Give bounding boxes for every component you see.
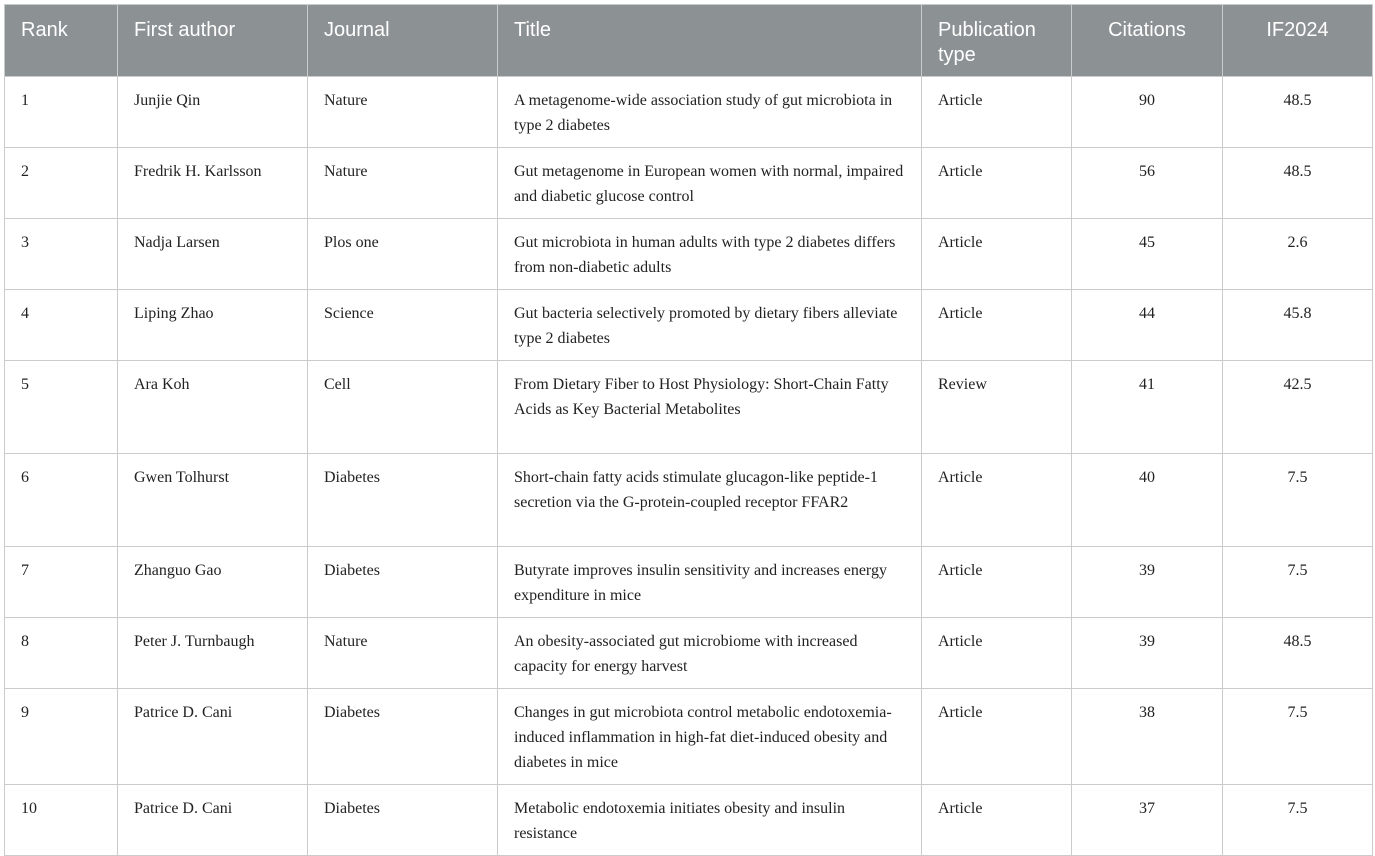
first-author-cell: Peter J. Turnbaugh xyxy=(118,618,308,689)
if2024-cell: 42.5 xyxy=(1223,361,1373,454)
if2024-cell: 48.5 xyxy=(1223,148,1373,219)
rank-cell: 4 xyxy=(5,290,118,361)
header-journal: Journal xyxy=(308,5,498,77)
first-author-cell: Liping Zhao xyxy=(118,290,308,361)
citations-cell: 39 xyxy=(1072,547,1223,618)
if2024-cell: 48.5 xyxy=(1223,77,1373,148)
first-author-cell: Fredrik H. Karlsson xyxy=(118,148,308,219)
table-row xyxy=(5,361,1373,454)
journal-cell: Diabetes xyxy=(308,547,498,618)
rank-cell: 10 xyxy=(5,785,118,856)
first-author-cell: Nadja Larsen xyxy=(118,219,308,290)
journal-cell: Nature xyxy=(308,77,498,148)
rank-cell: 1 xyxy=(5,77,118,148)
title-cell: Metabolic endotoxemia initiates obesity and insulin resistance xyxy=(498,785,922,856)
first-author-cell: Patrice D. Cani xyxy=(118,785,308,856)
citations-cell: 40 xyxy=(1072,454,1223,547)
publication-type-cell: Article xyxy=(922,454,1072,547)
journal-cell: Plos one xyxy=(308,219,498,290)
if2024-cell: 48.5 xyxy=(1223,618,1373,689)
rank-cell: 6 xyxy=(5,454,118,547)
title-cell: Gut bacteria selectively promoted by dietary fibers alleviate type 2 diabetes xyxy=(498,290,922,361)
publication-type-cell: Review xyxy=(922,361,1072,454)
header-row xyxy=(5,5,1373,77)
publication-type-cell: Article xyxy=(922,148,1072,219)
header-citations: Citations xyxy=(1072,5,1223,77)
table-row xyxy=(5,785,1373,856)
table-row xyxy=(5,618,1373,689)
publication-type-cell: Article xyxy=(922,290,1072,361)
citations-cell: 37 xyxy=(1072,785,1223,856)
if2024-cell: 45.8 xyxy=(1223,290,1373,361)
table-row xyxy=(5,689,1373,785)
if2024-cell: 7.5 xyxy=(1223,454,1373,547)
rank-cell: 8 xyxy=(5,618,118,689)
title-cell: Changes in gut microbiota control metabolic endotoxemia-induced inflammation in high-fat diet-induced obesity and diabetes in mice xyxy=(498,689,922,785)
if2024-cell: 7.5 xyxy=(1223,547,1373,618)
title-cell: An obesity-associated gut microbiome with increased capacity for energy harvest xyxy=(498,618,922,689)
citations-cell: 38 xyxy=(1072,689,1223,785)
rank-cell: 5 xyxy=(5,361,118,454)
title-cell: Gut metagenome in European women with normal, impaired and diabetic glucose control xyxy=(498,148,922,219)
first-author-cell: Patrice D. Cani xyxy=(118,689,308,785)
header-rank: Rank xyxy=(5,5,118,77)
publication-type-cell: Article xyxy=(922,785,1072,856)
journal-cell: Nature xyxy=(308,618,498,689)
citations-cell: 56 xyxy=(1072,148,1223,219)
citations-cell: 41 xyxy=(1072,361,1223,454)
journal-cell: Diabetes xyxy=(308,689,498,785)
journal-cell: Diabetes xyxy=(308,454,498,547)
table-row xyxy=(5,77,1373,148)
header-publication-type: Publication type xyxy=(922,5,1072,77)
publication-type-cell: Article xyxy=(922,689,1072,785)
first-author-cell: Gwen Tolhurst xyxy=(118,454,308,547)
title-cell: Butyrate improves insulin sensitivity and increases energy expenditure in mice xyxy=(498,547,922,618)
title-cell: Short-chain fatty acids stimulate glucagon-like peptide-1 secretion via the G-protein-coupled receptor FFAR2 xyxy=(498,454,922,547)
journal-cell: Cell xyxy=(308,361,498,454)
citations-cell: 39 xyxy=(1072,618,1223,689)
publication-type-cell: Article xyxy=(922,618,1072,689)
citations-cell: 90 xyxy=(1072,77,1223,148)
citations-cell: 44 xyxy=(1072,290,1223,361)
first-author-cell: Ara Koh xyxy=(118,361,308,454)
journal-cell: Nature xyxy=(308,148,498,219)
header-first-author: First author xyxy=(118,5,308,77)
table-row xyxy=(5,547,1373,618)
publication-type-cell: Article xyxy=(922,547,1072,618)
title-cell: A metagenome-wide association study of gut microbiota in type 2 diabetes xyxy=(498,77,922,148)
citations-cell: 45 xyxy=(1072,219,1223,290)
table-row xyxy=(5,148,1373,219)
journal-cell: Diabetes xyxy=(308,785,498,856)
table-row xyxy=(5,454,1373,547)
journal-cell: Science xyxy=(308,290,498,361)
if2024-cell: 7.5 xyxy=(1223,689,1373,785)
rank-cell: 9 xyxy=(5,689,118,785)
publication-type-cell: Article xyxy=(922,219,1072,290)
rank-cell: 3 xyxy=(5,219,118,290)
publication-type-cell: Article xyxy=(922,77,1072,148)
citations-table xyxy=(4,4,1373,856)
rank-cell: 2 xyxy=(5,148,118,219)
if2024-cell: 2.6 xyxy=(1223,219,1373,290)
title-cell: From Dietary Fiber to Host Physiology: Short-Chain Fatty Acids as Key Bacterial Metabolites xyxy=(498,361,922,454)
header-if2024: IF2024 xyxy=(1223,5,1373,77)
first-author-cell: Zhanguo Gao xyxy=(118,547,308,618)
title-cell: Gut microbiota in human adults with type 2 diabetes differs from non-diabetic adults xyxy=(498,219,922,290)
rank-cell: 7 xyxy=(5,547,118,618)
header-title: Title xyxy=(498,5,922,77)
if2024-cell: 7.5 xyxy=(1223,785,1373,856)
table-row xyxy=(5,290,1373,361)
table-row xyxy=(5,219,1373,290)
first-author-cell: Junjie Qin xyxy=(118,77,308,148)
